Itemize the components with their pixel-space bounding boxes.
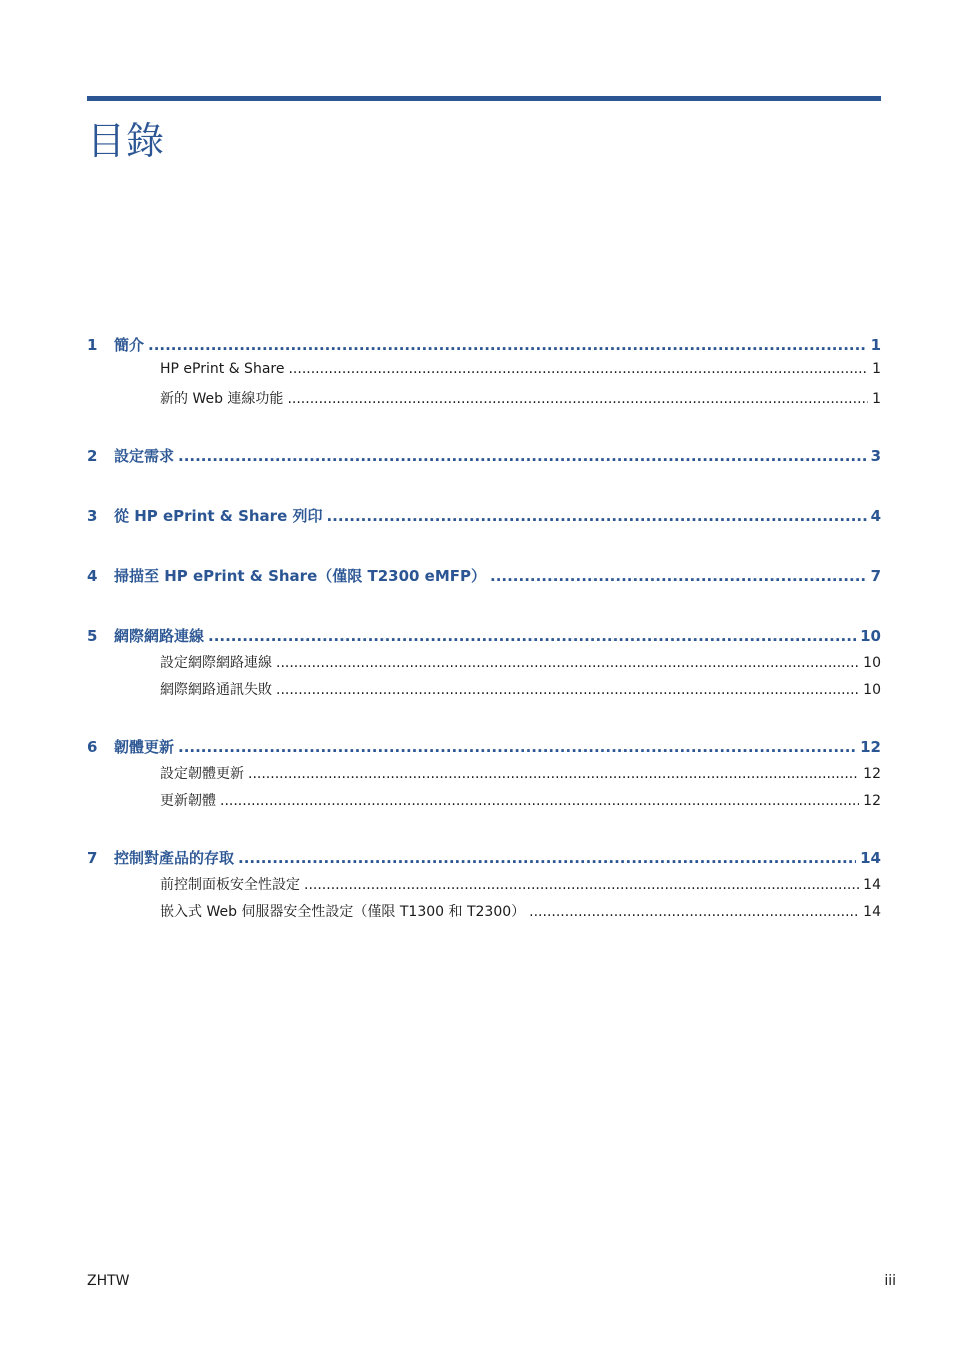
dot-leader xyxy=(288,361,868,377)
dot-leader xyxy=(238,849,856,867)
chapter-title: 設定需求 xyxy=(114,447,175,465)
section-title: 嵌入式 Web 伺服器安全性設定（僅限 T1300 和 T2300） xyxy=(160,904,526,920)
section-page: 12 xyxy=(863,766,881,782)
section-page: 10 xyxy=(863,655,881,671)
section-page: 14 xyxy=(863,904,881,920)
section-page: 1 xyxy=(872,391,881,407)
toc-section-entry[interactable] xyxy=(160,679,881,706)
dot-leader xyxy=(276,682,859,698)
chapter-page: 7 xyxy=(870,567,881,585)
toc-chapter-2 xyxy=(87,445,881,469)
toc-section-entry[interactable] xyxy=(160,874,881,901)
section-title: 新的 Web 連線功能 xyxy=(160,391,284,407)
dot-leader xyxy=(529,904,859,920)
chapter-title: 控制對產品的存取 xyxy=(114,849,235,867)
dot-leader xyxy=(178,447,867,465)
section-title: HP ePrint & Share xyxy=(160,361,285,377)
dot-leader xyxy=(276,655,859,671)
chapter-title: 韌體更新 xyxy=(114,738,175,756)
chapter-number: 4 xyxy=(87,567,98,585)
dot-leader xyxy=(178,738,856,756)
toc-chapter-entry[interactable] xyxy=(87,445,881,469)
chapter-page: 12 xyxy=(860,738,881,756)
chapter-title: 從 HP ePrint & Share 列印 xyxy=(114,507,323,525)
toc-section-entry[interactable] xyxy=(160,361,881,388)
chapter-page: 1 xyxy=(870,336,881,354)
dot-leader xyxy=(326,507,866,525)
toc-chapter-3 xyxy=(87,505,881,529)
table-of-contents xyxy=(87,334,881,958)
chapter-number: 6 xyxy=(87,738,98,756)
chapter-page: 14 xyxy=(860,849,881,867)
page-title: 目錄 xyxy=(87,119,166,163)
section-title: 設定韌體更新 xyxy=(160,766,244,782)
section-page: 12 xyxy=(863,793,881,809)
toc-chapter-entry[interactable] xyxy=(87,736,881,760)
dot-leader xyxy=(304,877,859,893)
dot-leader xyxy=(220,793,859,809)
header-rule xyxy=(87,96,881,101)
chapter-title: 簡介 xyxy=(114,336,145,354)
section-title: 設定網際網路連線 xyxy=(160,655,272,671)
chapter-page: 10 xyxy=(860,627,881,645)
toc-section-entry[interactable] xyxy=(160,652,881,679)
toc-section-entry[interactable] xyxy=(160,901,881,928)
dot-leader xyxy=(490,567,867,585)
toc-chapter-entry[interactable] xyxy=(87,334,881,358)
footer-language-code: ZHTW xyxy=(87,1273,130,1289)
dot-leader xyxy=(148,336,867,354)
section-page: 1 xyxy=(872,361,881,377)
chapter-page: 4 xyxy=(870,507,881,525)
section-title: 更新韌體 xyxy=(160,793,216,809)
dot-leader xyxy=(208,627,856,645)
chapter-number: 7 xyxy=(87,849,98,867)
chapter-title: 網際網路連線 xyxy=(114,627,205,645)
chapter-number: 3 xyxy=(87,507,98,525)
toc-chapter-6 xyxy=(87,736,881,817)
dot-leader xyxy=(287,391,868,407)
section-title: 前控制面板安全性設定 xyxy=(160,877,300,893)
section-page: 10 xyxy=(863,682,881,698)
chapter-title: 掃描至 HP ePrint & Share（僅限 T2300 eMFP） xyxy=(114,567,487,585)
toc-chapter-entry[interactable] xyxy=(87,505,881,529)
toc-chapter-1 xyxy=(87,334,881,415)
section-title: 網際網路通訊失敗 xyxy=(160,682,272,698)
toc-chapter-7 xyxy=(87,847,881,928)
toc-chapter-5 xyxy=(87,625,881,706)
toc-section-entry[interactable] xyxy=(160,388,881,415)
toc-chapter-entry[interactable] xyxy=(87,625,881,649)
section-page: 14 xyxy=(863,877,881,893)
toc-section-entry[interactable] xyxy=(160,790,881,817)
chapter-number: 5 xyxy=(87,627,98,645)
chapter-number: 2 xyxy=(87,447,98,465)
chapter-page: 3 xyxy=(870,447,881,465)
chapter-number: 1 xyxy=(87,336,98,354)
toc-chapter-entry[interactable] xyxy=(87,847,881,871)
toc-chapter-entry[interactable] xyxy=(87,565,881,589)
dot-leader xyxy=(248,766,859,782)
toc-section-entry[interactable] xyxy=(160,763,881,790)
toc-chapter-4 xyxy=(87,565,881,589)
footer-page-number: iii xyxy=(884,1273,896,1289)
